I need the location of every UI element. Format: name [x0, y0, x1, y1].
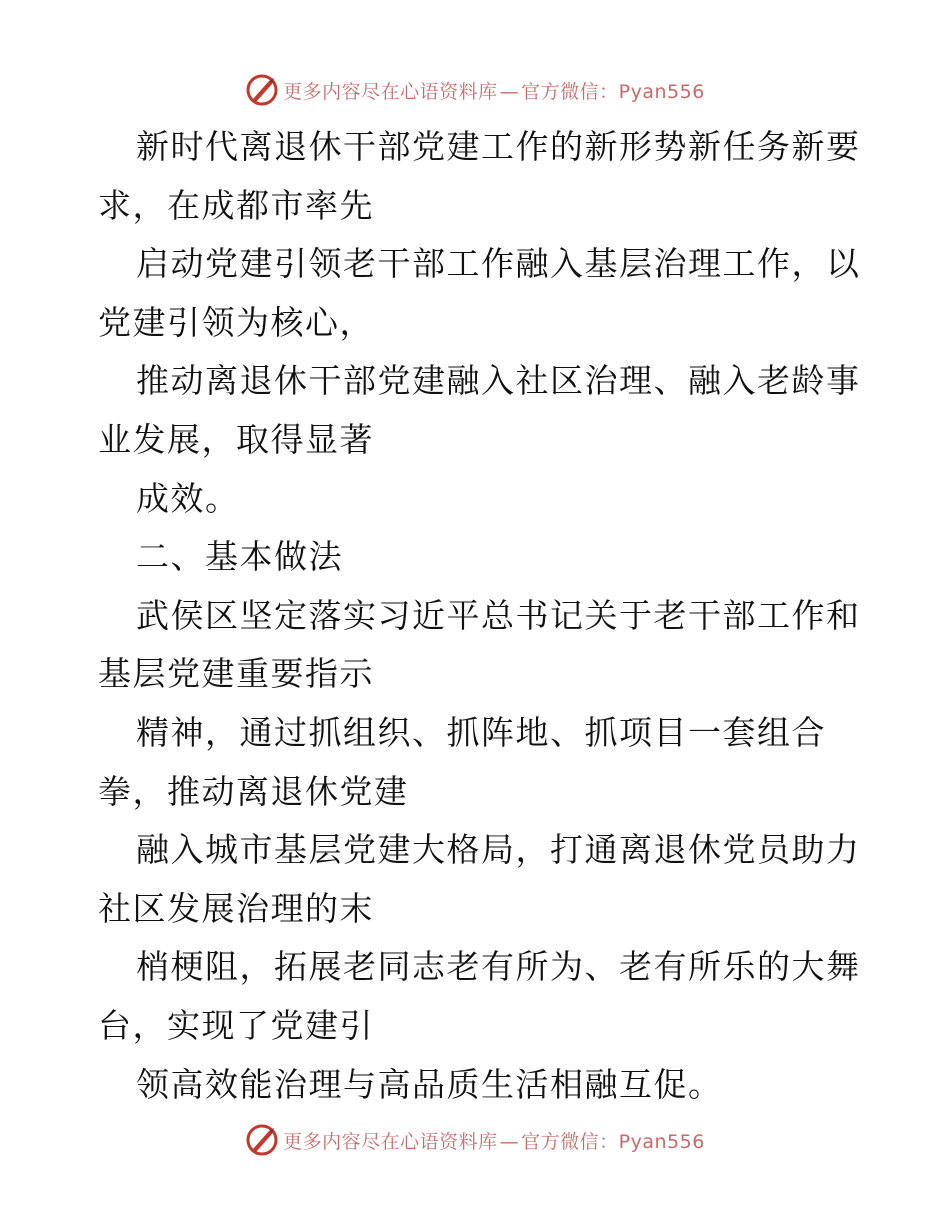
text-line: 精神，通过抓组织、抓阵地、抓项目一套组合 [136, 712, 826, 752]
text-line: 梢梗阻，拓展老同志老有所为、老有所乐的大舞 [136, 947, 861, 987]
banner-text: 更多内容尽在心语资料库 — 官方微信：Pyan556 [283, 80, 705, 103]
document-body [98, 118, 861, 1114]
text-line: 武侯区坚定落实习近平总书记关于老干部工作和 [136, 595, 861, 635]
text-line: 基层党建重要指示 [98, 654, 374, 694]
text-line: 启动党建引领老干部工作融入基层治理工作，以 [136, 244, 861, 284]
footer-banner [0, 1120, 950, 1160]
text-line: 二、基本做法 [136, 537, 343, 577]
text-line: 台，实现了党建引 [98, 1005, 374, 1045]
text-line: 新时代离退休干部党建工作的新形势新任务新要 [136, 127, 861, 166]
quill-pen-emblem-icon [245, 73, 279, 107]
text-line: 业发展，取得显著 [98, 419, 374, 459]
text-line: 领高效能治理与高品质生活相融互促。 [136, 1064, 723, 1104]
text-line: 融入城市基层党建大格局，打通离退休党员助力 [136, 830, 861, 870]
text-line: 党建引领为核心， [98, 302, 374, 342]
quill-pen-emblem-icon [245, 1123, 279, 1157]
text-line: 成效。 [136, 478, 240, 518]
text-line: 求，在成都市率先 [98, 185, 374, 225]
text-line: 拳，推动离退休党建 [98, 771, 409, 811]
header-banner [0, 70, 950, 110]
banner-text: 更多内容尽在心语资料库 — 官方微信：Pyan556 [283, 1130, 705, 1153]
text-line: 社区发展治理的末 [98, 888, 374, 928]
text-line: 推动离退休干部党建融入社区治理、融入老龄事 [136, 361, 861, 401]
